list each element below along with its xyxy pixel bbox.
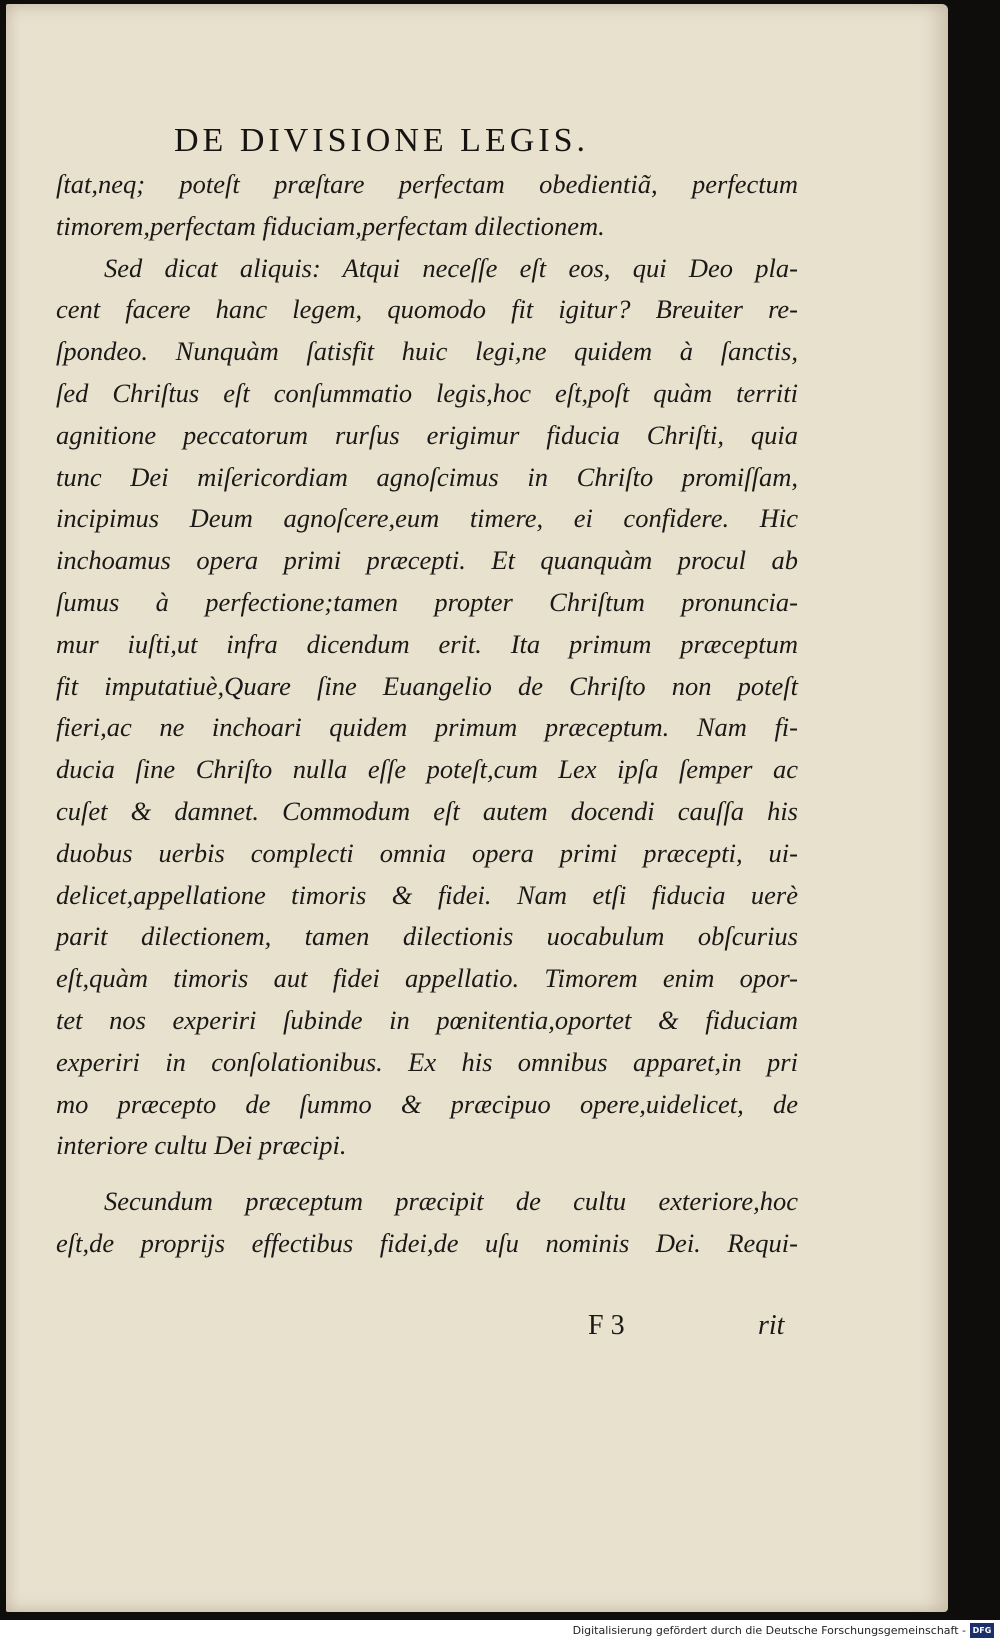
- text-line: agnitione peccatorum rurſus erigimur fiducia Chriſti, quia: [56, 419, 798, 450]
- credit-line: Digitalisierung gefördert durch die Deutsche Forschungsgemeinschaft -: [572, 1624, 966, 1637]
- text-line: ſed Chriſtus eſt conſummatio legis,hoc eſt,poſt quàm territi: [56, 377, 798, 408]
- text-line: ſpondeo. Nunquàm ſatisfit huic legi,ne quidem à ſanctis,: [56, 336, 798, 367]
- body-text: [56, 164, 798, 1265]
- credit-bar: [0, 1620, 1000, 1646]
- paragraph-gap: [56, 1167, 798, 1181]
- text-line: inchoamus opera primi præcepti. Et quanquàm procul ab: [56, 545, 798, 576]
- text-line: ſumus à perfectione;tamen propter Chriſtum pronuncia-: [56, 586, 798, 617]
- text-line: mo præcepto de ſummo & præcipuo opere,uidelicet, de: [56, 1088, 798, 1119]
- signature-mark: F 3: [588, 1310, 625, 1341]
- text-line: delicet,appellatione timoris & fidei. Nam etſi fiducia uerè: [56, 879, 798, 910]
- text-line: interiore cultu Dei præcipi.: [56, 1130, 347, 1161]
- dfg-logo-icon: DFG: [970, 1623, 994, 1638]
- text-line: ducia ſine Chriſto nulla eſſe poteſt,cum Lex ipſa ſemper ac: [56, 754, 798, 785]
- text-line: eſt,de proprijs effectibus fidei,de uſu nominis Dei. Requi-: [56, 1227, 798, 1258]
- text-line: duobus uerbis complecti omnia opera primi præcepti, ui-: [56, 837, 798, 868]
- text-line: Sed dicat aliquis: Atqui neceſſe eſt eos, qui Deo pla-: [104, 252, 798, 283]
- text-line: incipimus Deum agnoſcere,eum timere, ei confidere. Hic: [56, 503, 798, 534]
- text-line: eſt,quàm timoris aut fidei appellatio. Timorem enim opor-: [56, 963, 798, 994]
- text-line: tunc Dei miſericordiam agnoſcimus in Chriſto promiſſam,: [56, 461, 798, 492]
- book-page: [6, 4, 948, 1612]
- text-line: tet nos experiri ſubinde in pœnitentia,oportet & fiduciam: [56, 1004, 798, 1035]
- text-line: fieri,ac ne inchoari quidem primum præceptum. Nam fi-: [56, 712, 798, 743]
- text-line: mur iuſti,ut infra dicendum erit. Ita primum præceptum: [56, 628, 798, 659]
- running-title: DE DIVISIONE LEGIS.: [174, 122, 590, 159]
- catchword: rit: [758, 1310, 785, 1341]
- text-line: timorem,perfectam fiduciam,perfectam dilectionem.: [56, 210, 605, 241]
- text-line: cent facere hanc legem, quomodo fit igitur? Breuiter re-: [56, 294, 798, 325]
- page-footer: [6, 1310, 948, 1350]
- text-line: Secundum præceptum præcipit de cultu exteriore,hoc: [104, 1186, 798, 1217]
- text-line: ſtat,neq; poteſt præſtare perfectam obedientiã, perfectum: [56, 169, 798, 199]
- text-line: parit dilectionem, tamen dilectionis uocabulum obſcurius: [56, 921, 798, 952]
- text-line: experiri in conſolationibus. Ex his omnibus apparet,in pri: [56, 1046, 798, 1077]
- text-line: fit imputatiuè,Quare ſine Euangelio de Chriſto non poteſt: [56, 670, 798, 701]
- text-line: cuſet & damnet. Commodum eſt autem docendi cauſſa his: [56, 795, 798, 826]
